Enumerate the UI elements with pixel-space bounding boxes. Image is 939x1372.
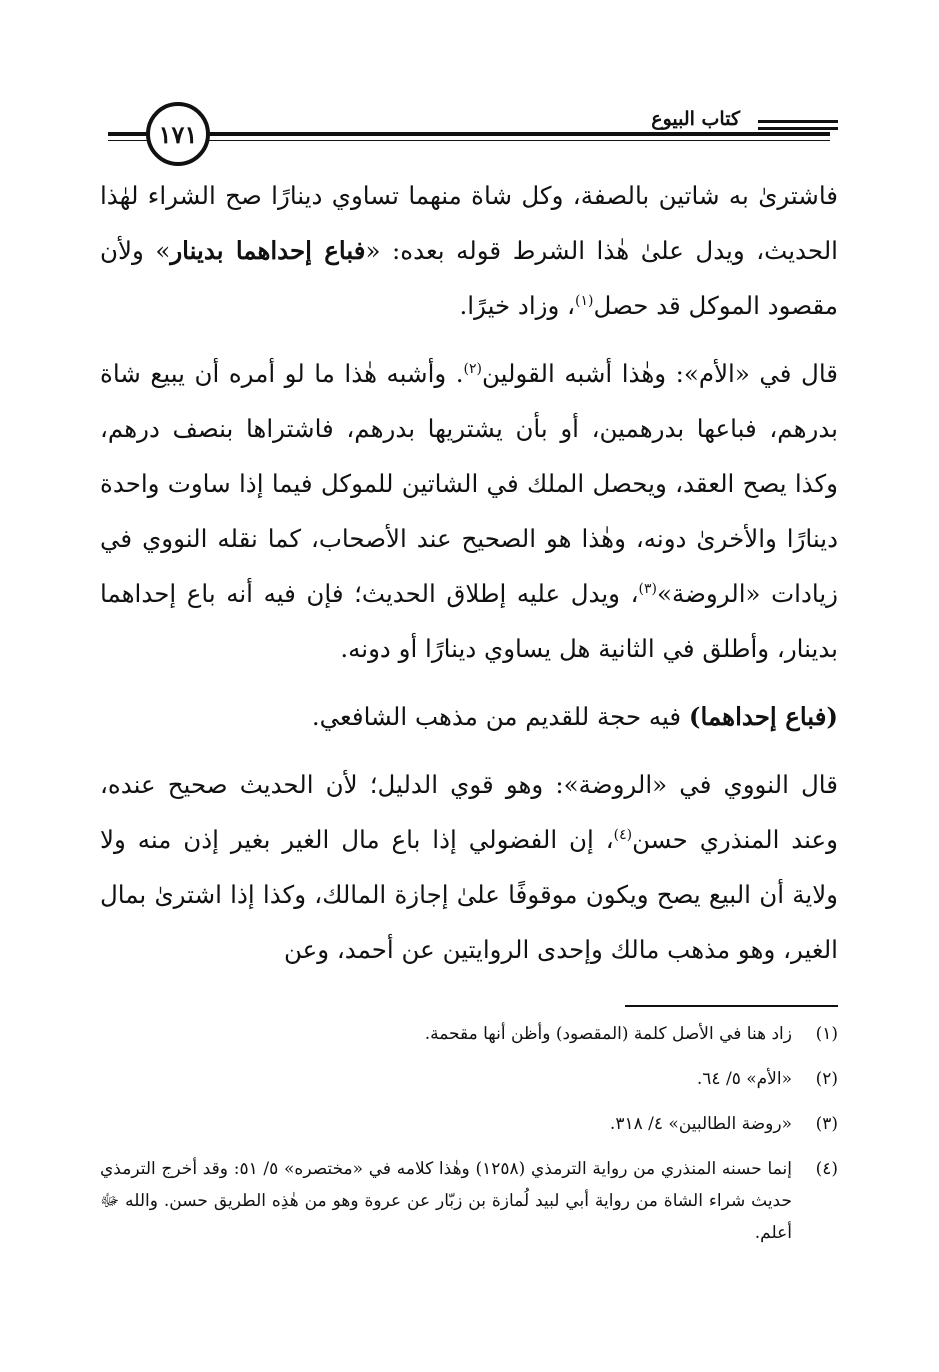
footnote-2: (٢) «الأم» ٥/ ٦٤. [696,1069,838,1089]
paragraph-3: (فباع إحداهما) فيه حجة للقديم من مذهب الشافعي. [311,702,838,731]
main-text [100,168,838,977]
paragraph-4: قال النووي في «الروضة»: وهو قوي الدليل؛ لأن الحديث صحيح عنده، وعند المنذري حسن$^{(٤)}$، إن الفضولي إذا باع مال الغير بغير إذن منه ولا ولاية أن البيع يصح ويكون موقوفًا علىٰ إجازة المالك، وكذا إذا اشترىٰ بمال الغير، وهو مذهب مالك وإحدى الروايتين عن أحمد، وعن [100,770,838,964]
paragraph-1: فاشترىٰ به شاتين بالصفة، وكل شاة منهما تساوي دينارًا صح الشراء لهٰذا الحديث، ويدل علىٰ هٰذا الشرط قوله بعده: «فباع إحداهما بدينار» ولأن مقصود الموكل قد حصل$^{(١)}$، وزاد خيرًا. [100,181,838,320]
header-ornament [758,120,838,134]
footnote-1: (١) زاد هنا في الأصل كلمة (المقصود) وأظن أنها مقحمة. [424,1024,838,1044]
page-number: ١٧١ [146,102,210,166]
footnote-ref-3: (٣) [638,580,657,597]
hadith-quote: فباع إحداهما بدينار [170,236,366,265]
header-rule-thin [108,140,830,141]
footnote-ref-4: (٤) [613,826,633,843]
footnote-4: (٤) إنما حسنه المنذري من رواية الترمذي (١٢٥٨) وهٰذا كلامه في «مختصره» ٥/ ٥١: وقد أخرج الترمذي حديث شراء الشاة من رواية أبي لبيد لُمازة بن زبّار عن عروة وهو من هٰذِه الطريق حسن. والله ﷻ أعلم. [100,1159,838,1243]
footnote-3: (٣) «روضة الطالبين» ٤/ ٣١٨. [609,1114,838,1134]
paragraph-2: قال في «الأم»: وهٰذا أشبه القولين$^{(٢)}$. وأشبه هٰذا ما لو أمره أن يبيع شاة بدرهم، فباعها بدرهمين، أو بأن يشتريها بدرهم، فاشتراها بنصف درهم، وكذا يصح العقد، ويحصل الملك في الشاتين للموكل فيما إذا ساوت واحدة دينارًا والأخرىٰ دونه، وهٰذا هو الصحيح عند الأصحاب، كما نقله النووي في زيادات «الروضة»$^{(٣)}$، ويدل عليه إطلاق الحديث؛ فإن فيه أنه باع إحداهما بدينار، وأطلق في الثانية هل يساوي دينارًا أو دونه. [100,359,838,663]
footnote-separator [625,1005,838,1007]
page-header [100,102,838,172]
header-rule-thick [108,132,830,136]
footnote-ref-1: (١) [575,292,594,309]
footnotes [100,1018,838,1262]
hadith-phrase: (فباع إحداهما) [688,702,838,731]
footnote-ref-2: (٢) [463,360,482,377]
chapter-title: كتاب البيوع [643,108,748,130]
